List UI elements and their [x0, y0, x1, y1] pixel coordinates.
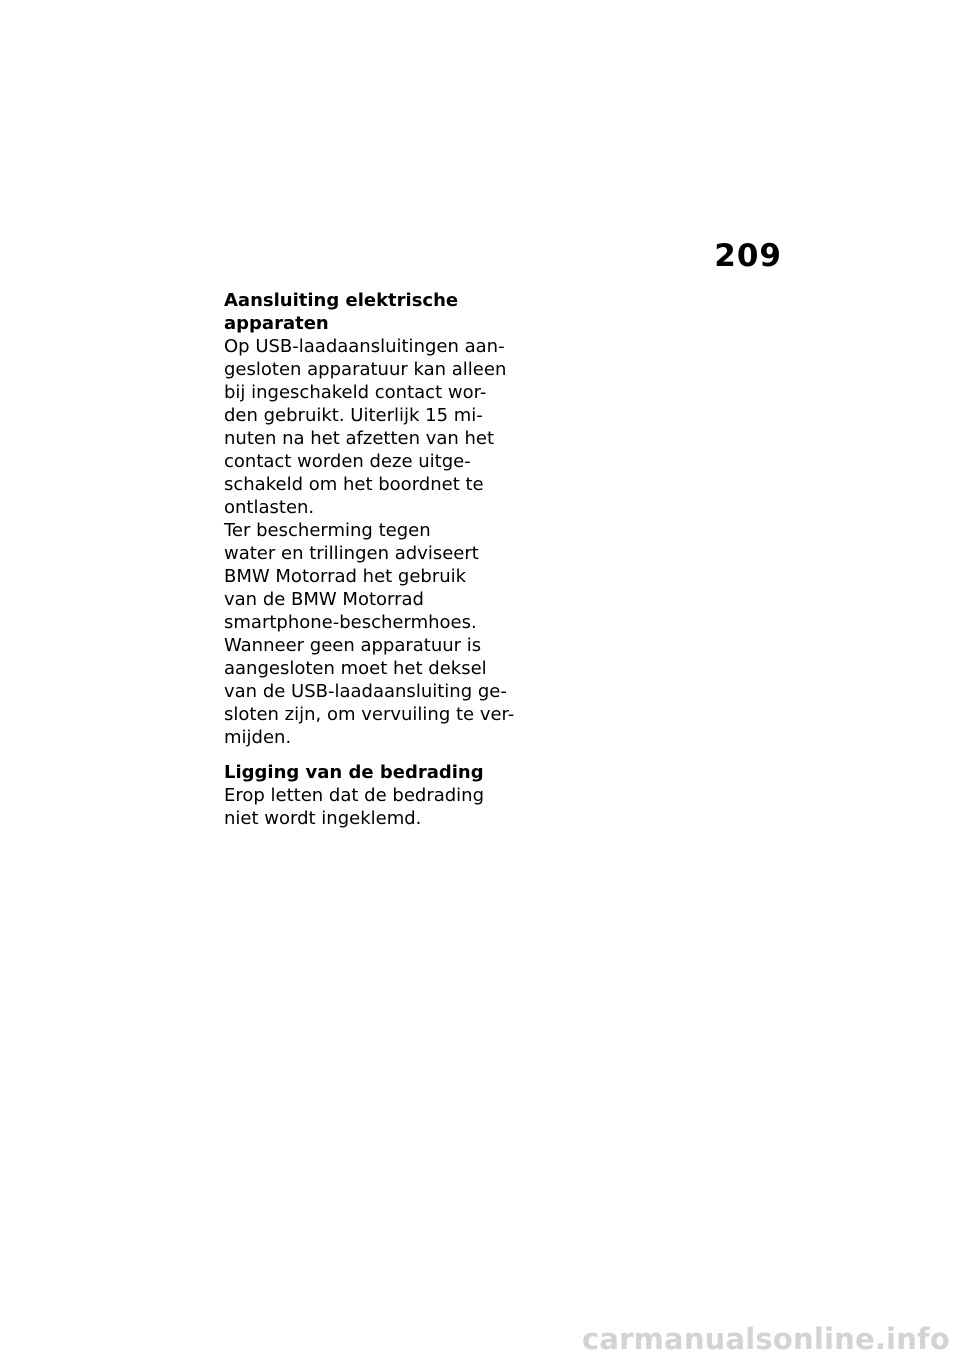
- text-line: water en trillingen adviseert: [224, 543, 479, 564]
- heading-line: Aansluiting elektrische: [224, 290, 459, 311]
- section-electrical-devices: [224, 289, 524, 749]
- section-wiring: [224, 761, 524, 830]
- section-heading: [224, 761, 524, 784]
- text-line: smartphone-beschermhoes.: [224, 612, 477, 633]
- text-line: den gebruikt. Uiterlijk 15 mi-: [224, 405, 483, 426]
- text-line: bij ingeschakeld contact wor-: [224, 382, 487, 403]
- text-line: Erop letten dat de bedrading: [224, 785, 485, 806]
- text-line: niet wordt ingeklemd.: [224, 808, 422, 829]
- watermark: carmanualsonline.info: [581, 1322, 950, 1356]
- text-line: van de USB-laadaansluiting ge-: [224, 681, 507, 702]
- text-line: nuten na het afzetten van het: [224, 428, 495, 449]
- paragraph-cover-closed: [224, 634, 524, 749]
- page-number: 209: [714, 238, 782, 274]
- text-line: van de BMW Motorrad: [224, 589, 424, 610]
- paragraph-protection-case: [224, 519, 524, 634]
- text-line: gesloten apparatuur kan alleen: [224, 359, 507, 380]
- heading-line: apparaten: [224, 313, 329, 334]
- text-line: Ter bescherming tegen: [224, 520, 431, 541]
- text-line: mijden.: [224, 727, 292, 748]
- text-line: Wanneer geen apparatuur is: [224, 635, 482, 656]
- text-line: aangesloten moet het deksel: [224, 658, 487, 679]
- paragraph-usb-charging: [224, 335, 524, 519]
- text-line: ontlasten.: [224, 497, 315, 518]
- text-line: sloten zijn, om vervuiling te ver-: [224, 704, 515, 725]
- paragraph-wiring: [224, 784, 524, 830]
- section-spacer: [224, 749, 524, 761]
- text-line: BMW Motorrad het gebruik: [224, 566, 467, 587]
- text-line: schakeld om het boordnet te: [224, 474, 484, 495]
- text-line: Op USB-laadaansluitingen aan-: [224, 336, 505, 357]
- text-line: contact worden deze uitge-: [224, 451, 471, 472]
- heading-line: Ligging van de bedrading: [224, 762, 484, 783]
- section-heading: [224, 289, 524, 335]
- text-column: [224, 289, 524, 830]
